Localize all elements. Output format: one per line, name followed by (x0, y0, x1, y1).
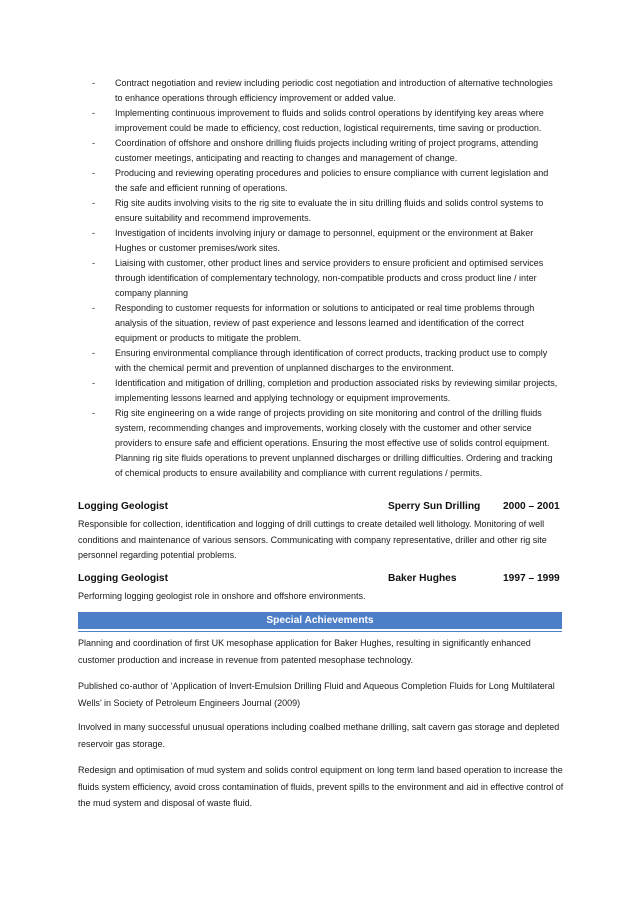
list-item-text: Liaising with customer, other product lines and service providers to ensure proficient and optimised services through identification of complementary technology, non-compatible products and cross product line / inter company planning (115, 258, 544, 298)
bullet-dash: - (92, 108, 95, 118)
bullet-dash: - (92, 258, 95, 268)
job-company: Baker Hughes (388, 573, 457, 584)
bullet-dash: - (92, 348, 95, 358)
list-item (92, 346, 562, 376)
bullet-dash: - (92, 228, 95, 238)
list-item (92, 106, 562, 136)
job-description: Performing logging geologist role in onshore and offshore environments. (78, 591, 366, 601)
achievement-paragraph: Planning and coordination of first UK mesophase application for Baker Hughes, resulting in significantly enhanced customer production and increase in revenue from patented mesophase technology. (78, 638, 531, 665)
job-description: Responsible for collection, identification and logging of drill cuttings to create detailed well lithology. Monitoring of well conditions and maintenance of various sensors. Communicating with company representative, driller and other rig site personnel regarding potential problems. (78, 519, 547, 560)
job-company: Sperry Sun Drilling (388, 501, 481, 512)
list-item (92, 76, 562, 106)
job-header-baker-hughes (78, 573, 563, 589)
list-item (92, 136, 562, 166)
section-divider (78, 631, 562, 632)
section-heading-special-achievements: Special Achievements (78, 612, 562, 629)
list-item-text: Contract negotiation and review including periodic cost negotiation and introduction of alternative technologies to enhance operations through efficiency improvement or added value. (115, 78, 553, 103)
achievement-paragraph: Redesign and optimisation of mud system and solids control equipment on long term land based operation to increase the fluids system efficiency, avoid cross contamination of fluids, prevent spills to the environment and aid in effective control of the mud system and disposal of waste fluid. (78, 765, 564, 808)
achievement-paragraph: Involved in many successful unusual operations including coalbed methane drilling, salt cavern gas storage and depleted reservoir gas storage. (78, 722, 560, 749)
list-item-text: Implementing continuous improvement to fluids and solids control operations by identifying key areas where improvement could be made to efficiency, cost reduction, logistical requirements, time saving or production. (115, 108, 544, 133)
list-item-text: Investigation of incidents involving injury or damage to personnel, equipment or the environment at Baker Hughes or customer premises/work sites. (115, 228, 534, 253)
bullet-dash: - (92, 138, 95, 148)
list-item (92, 256, 562, 301)
list-item-text: Producing and reviewing operating procedures and policies to ensure compliance with current legislation and the safe and efficient running of operations. (115, 168, 549, 193)
list-item-text: Responding to customer requests for information or solutions to anticipated or real time problems through analysis of the situation, review of past experience and lessons learned and identification of the correct equipment or products to mitigate the problem. (115, 303, 535, 343)
list-item-text: Ensuring environmental compliance through identification of correct products, tracking product use to comply with the chemical permit and prevention of unplanned discharges to the environment. (115, 348, 548, 373)
list-item-text: Rig site audits involving visits to the rig site to evaluate the in situ drilling fluids and solids control systems to ensure suitability and recommend improvements. (115, 198, 544, 223)
achievement-paragraph: Published co-author of ‘Application of Invert-Emulsion Drilling Fluid and Aqueous Completion Fluids for Long Multilateral Wells’ in Society of Petroleum Engineers Journal (2009) (78, 681, 555, 708)
job-title: Logging Geologist (78, 573, 168, 584)
list-item-text: Coordination of offshore and onshore drilling fluids projects including writing of project programs, attending customer meetings, anticipating and reacting to changes and management of change. (115, 138, 539, 163)
job-dates: 1997 – 1999 (503, 573, 560, 584)
list-item (92, 166, 562, 196)
bullet-dash: - (92, 303, 95, 313)
job-header-sperry-sun (78, 501, 563, 517)
list-item (92, 376, 562, 406)
bullet-dash: - (92, 408, 95, 418)
list-item-text: Rig site engineering on a wide range of projects providing on site monitoring and control of the drilling fluids system, recommending changes and improvements, working closely with the customer and other service providers to ensure safe and efficient operations. Ensuring the most effective use of solids control equipment. Planning rig site fluids operations to prevent unplanned discharges or drilling difficulties. Ordering and tracking of chemical products to ensure availability and compliance with current regulations / permits. (115, 408, 553, 478)
list-item (92, 226, 562, 256)
list-item-text: Identification and mitigation of drilling, completion and production associated risks by reviewing similar projects, implementing lessons learned and applying technology or equipment improvements. (115, 378, 558, 403)
bullet-dash: - (92, 378, 95, 388)
bullet-dash: - (92, 198, 95, 208)
job-dates: 2000 – 2001 (503, 501, 560, 512)
list-item (92, 406, 562, 481)
list-item (92, 196, 562, 226)
job-title: Logging Geologist (78, 501, 168, 512)
bullet-dash: - (92, 78, 95, 88)
list-item (92, 301, 562, 346)
bullet-dash: - (92, 168, 95, 178)
responsibilities-list (92, 76, 562, 481)
